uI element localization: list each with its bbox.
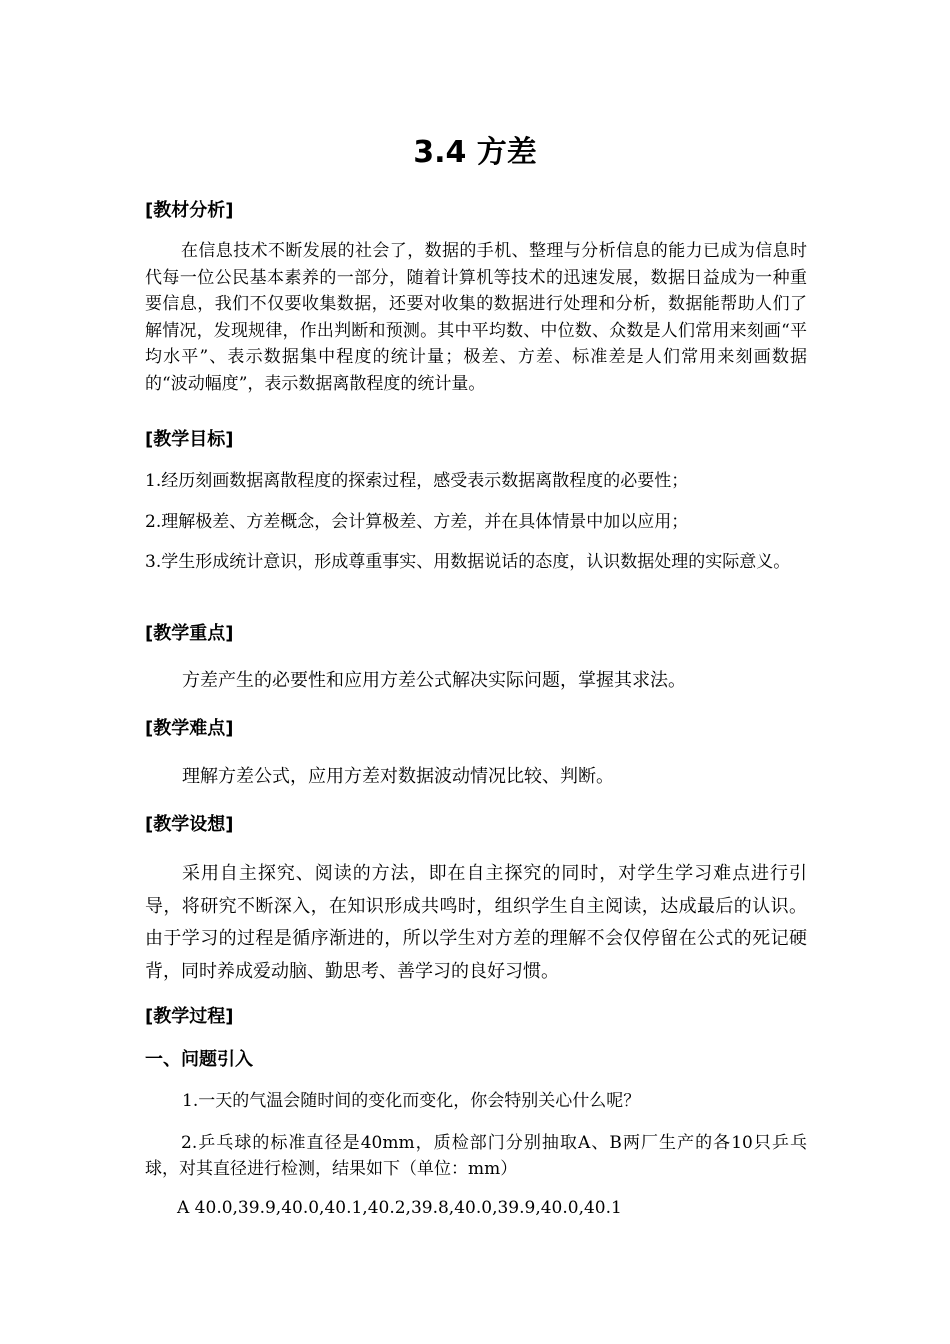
- question-1: 1.一天的气温会随时间的变化而变化，你会特别关心什么呢？: [182, 1091, 641, 1111]
- section-heading-difficulty: [教学难点]: [145, 718, 234, 739]
- section-heading-design: [教学设想]: [145, 814, 234, 835]
- question-2: 2.乒乓球的标准直径是40mm，质检部门分别抽取A、B两厂生产的各10只乒乓球，对其直径进行检测，结果如下（单位：mm）: [145, 1133, 807, 1179]
- section-heading-analysis: [教材分析]: [145, 200, 234, 221]
- design-paragraph: 采用自主探究、阅读的方法，即在自主探究的同时，对学生学习难点进行引导，将研究不断深入，在知识形成共鸣时，组织学生自主阅读，达成最后的认识。由于学习的过程是循序渐进的，所以学生对方差的理解不会仅停留在公式的死记硬背，同时养成爱动脑、勤思考、善学习的良好习惯。: [145, 863, 807, 982]
- goal-item-1: 1.经历刻画数据离散程度的探索过程，感受表示数据离散程度的必要性；: [145, 471, 689, 491]
- goal-item-3: 3.学生形成统计意识，形成尊重事实、用数据说话的态度，认识数据处理的实际意义。: [145, 552, 791, 572]
- section-heading-goals: [教学目标]: [145, 429, 234, 450]
- section-heading-process: [教学过程]: [145, 1006, 234, 1027]
- key-point-text: 方差产生的必要性和应用方差公式解决实际问题，掌握其求法。: [182, 670, 686, 691]
- analysis-paragraph: 在信息技术不断发展的社会了，数据的手机、整理与分析信息的能力已成为信息时代每一位公民基本素养的一部分，随着计算机等技术的迅速发展，数据日益成为一种重要信息，我们不仅要收集数据，还要对收集的数据进行处理和分析，数据能帮助人们了解情况，发现规律，作出判断和预测。其中平均数、中位数、众数是人们常用来刻画“平均水平”、表示数据集中程度的统计量；极差、方差、标准差是人们常用来刻画数据的“波动幅度”，表示数据离散程度的统计量。: [145, 241, 807, 394]
- process-subheading: 一、问题引入: [145, 1049, 253, 1070]
- goal-item-2: 2.理解极差、方差概念，会计算极差、方差，并在具体情景中加以应用；: [145, 512, 689, 532]
- page-title: 3.4 方差: [413, 135, 537, 170]
- section-heading-key-point: [教学重点]: [145, 623, 234, 644]
- data-row-a: A 40.0,39.9,40.0,40.1,40.2,39.8,40.0,39.9,40.0,40.1: [177, 1198, 622, 1218]
- difficulty-text: 理解方差公式，应用方差对数据波动情况比较、判断。: [182, 766, 614, 787]
